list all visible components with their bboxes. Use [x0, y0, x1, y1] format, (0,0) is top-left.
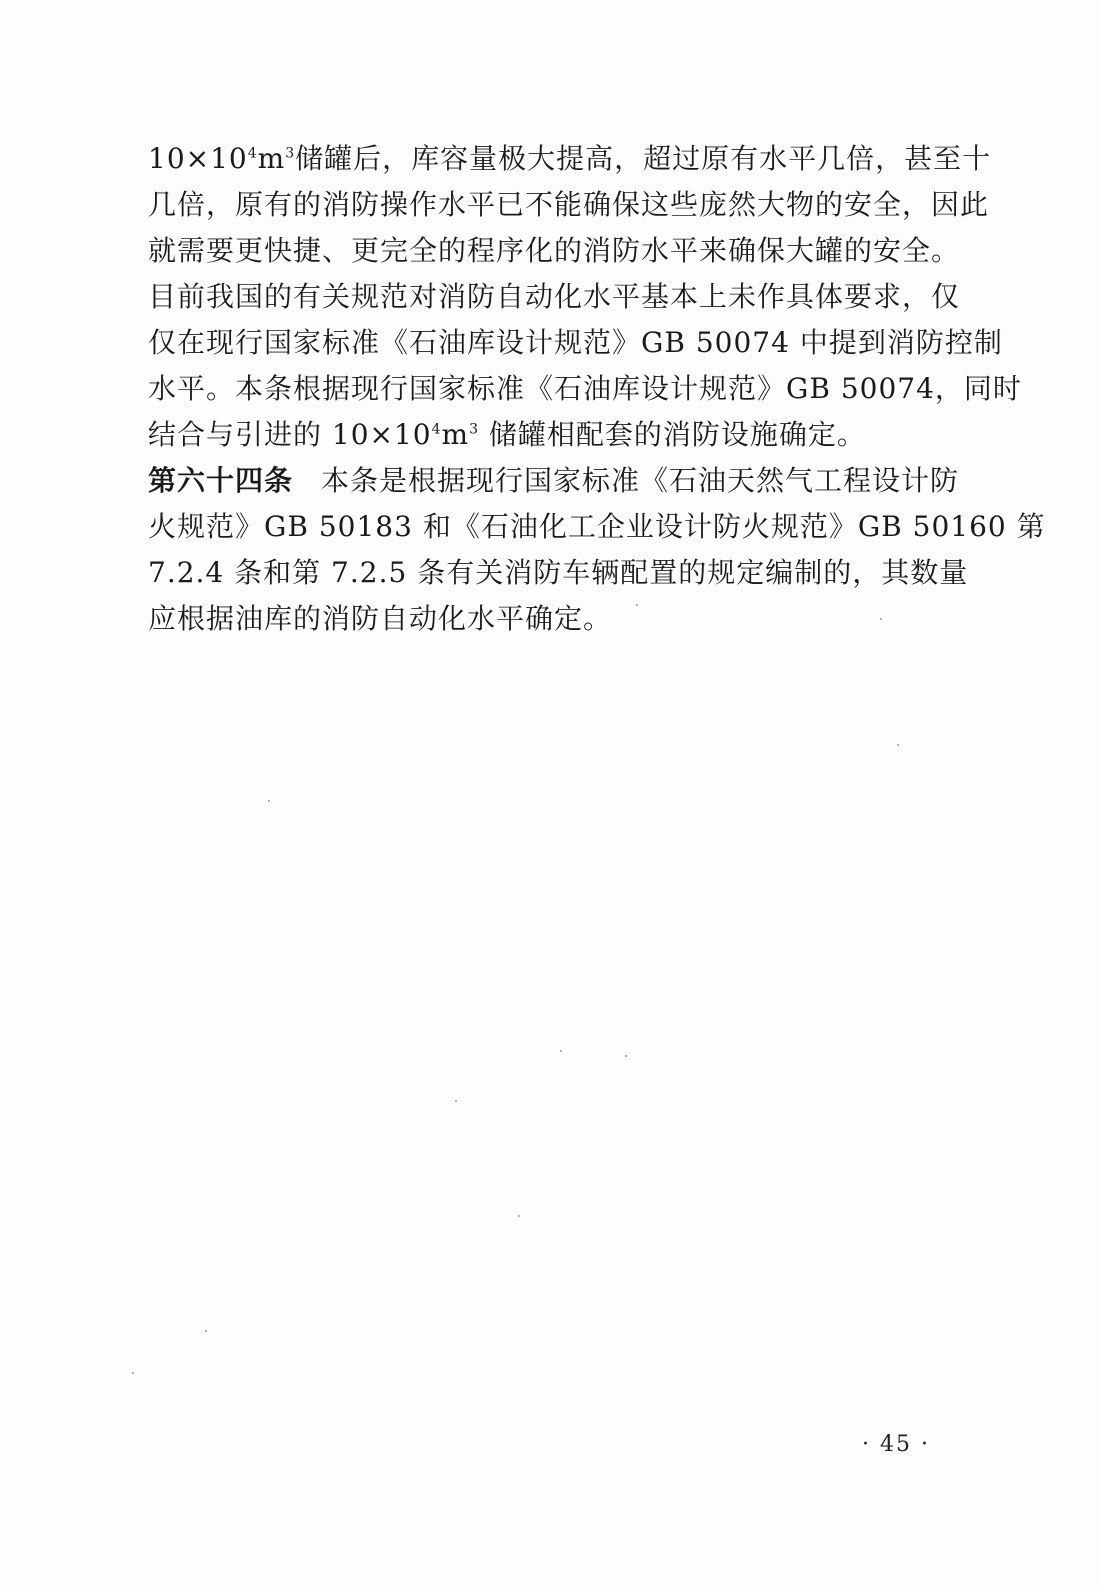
body-text — [148, 136, 1046, 642]
scan-speck — [897, 744, 899, 746]
scan-speck — [880, 618, 882, 620]
scan-speck — [560, 1050, 562, 1052]
text-line-8: 第六十四条 本条是根据现行国家标准《石油天然气工程设计防 — [148, 464, 960, 497]
scan-speck — [132, 1372, 134, 1374]
text-line-10: 7.2.4 条和第 7.2.5 条有关消防车辆配置的规定编制的，其数量 — [148, 556, 969, 589]
text-line-9: 火规范》GB 50183 和《石油化工企业设计防火规范》GB 50160 第 — [148, 510, 1046, 543]
scan-speck — [625, 1055, 627, 1057]
scan-speck — [518, 1215, 520, 1217]
scan-speck — [455, 1100, 457, 1102]
scan-speck — [636, 604, 638, 606]
text-line-1: $10\times 10^4m^3$储罐后，库容量极大提高，超过原有水平几倍，甚至十 — [148, 142, 992, 175]
text-line-4: 目前我国的有关规范对消防自动化水平基本上未作具体要求，仅 — [148, 280, 961, 313]
page-number: · 45 · — [862, 1432, 930, 1457]
text-line-11: 应根据油库的消防自动化水平确定。 — [148, 602, 613, 635]
scan-speck — [268, 800, 270, 802]
scan-speck — [205, 1330, 207, 1332]
article-label: 第六十四条 — [148, 464, 294, 497]
text-line-6: 水平。本条根据现行国家标准《石油库设计规范》GB 50074，同时 — [148, 372, 1022, 405]
text-line-5: 仅在现行国家标准《石油库设计规范》GB 50074 中提到消防控制 — [148, 326, 1003, 359]
text-line-2: 几倍，原有的消防操作水平已不能确保这些庞然大物的安全，因此 — [148, 188, 990, 221]
text-line-7: 结合与引进的 $10\times 10^4m^3$ 储罐相配套的消防设施确定。 — [148, 418, 866, 451]
text-line-3: 就需要更快捷、更完全的程序化的消防水平来确保大罐的安全。 — [148, 234, 961, 267]
